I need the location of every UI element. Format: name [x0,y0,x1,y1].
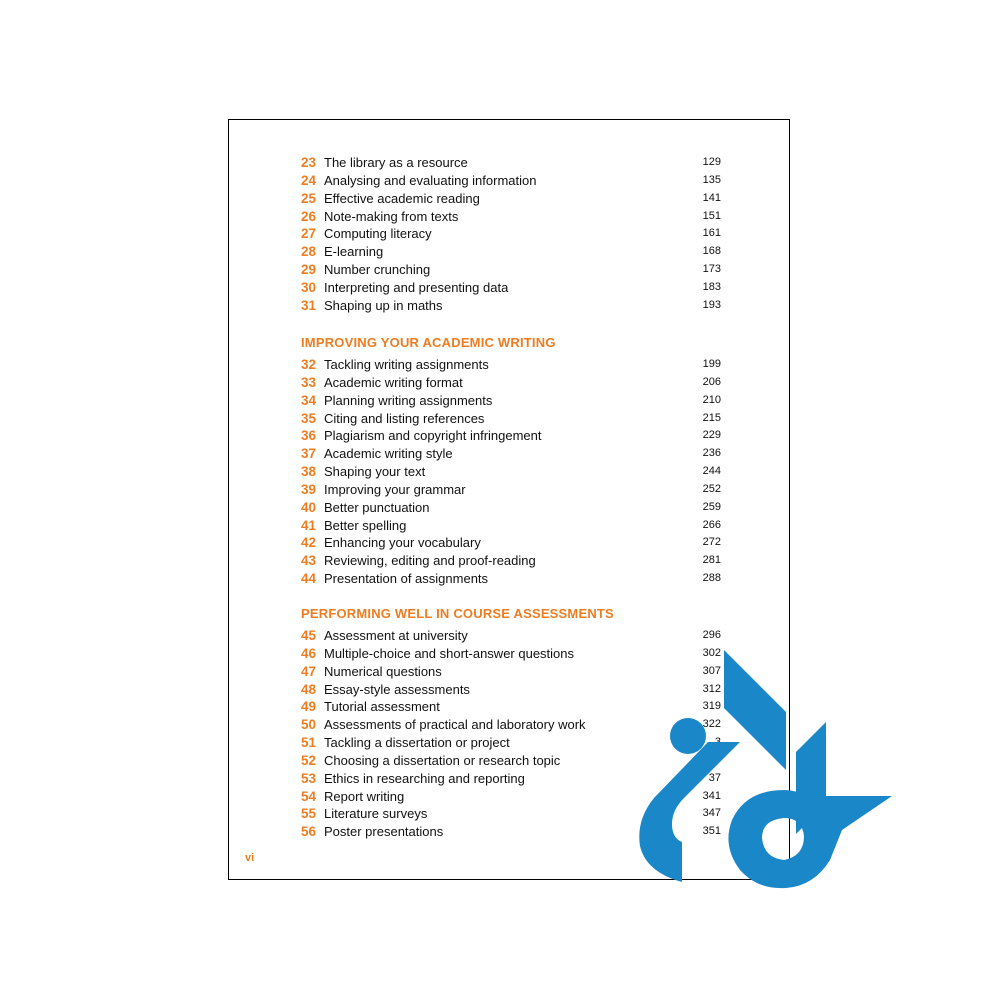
chapter-title: Assessments of practical and laboratory work [324,717,586,733]
chapter-number: 26 [301,208,317,224]
toc-entry [301,208,721,226]
chapter-page: 229 [702,429,721,442]
chapter-title: Better spelling [324,517,407,533]
toc-section-1 [301,154,721,315]
chapter-title: Literature surveys [324,806,428,822]
chapter-page: 266 [702,518,721,531]
chapter-title: Ethics in researching and reporting [324,770,525,786]
toc-entry [301,392,721,410]
chapter-page: 215 [702,411,721,424]
chapter-title: Essay-style assessments [324,681,470,697]
chapter-page: 272 [702,536,721,549]
chapter-page: 281 [702,554,721,567]
chapter-title: Academic writing style [324,446,453,462]
chapter-title: Academic writing format [324,374,463,390]
chapter-number: 47 [301,663,317,679]
chapter-page: 296 [702,629,721,641]
chapter-number: 55 [301,806,317,822]
toc-entry [301,172,721,190]
chapter-page: 151 [702,209,721,222]
chapter-title: Computing literacy [324,226,432,242]
chapter-page: 161 [702,227,721,240]
chapter-title: Shaping your text [324,464,426,480]
chapter-number: 50 [301,717,317,733]
toc-entry [301,427,721,445]
toc-entry [301,463,721,481]
chapter-page: 302 [702,646,721,659]
chapter-title: Report writing [324,788,405,804]
publisher-logo-icon [636,650,892,890]
chapter-number: 24 [301,172,317,188]
chapter-page: 307 [702,664,721,677]
toc-section-2 [301,356,721,588]
chapter-number: 41 [301,517,317,533]
chapter-number: 52 [301,752,317,768]
chapter-number: 40 [301,499,317,515]
chapter-page: 322 [702,718,721,731]
toc-entry [301,410,721,428]
chapter-title: Choosing a dissertation or research topic [324,752,561,768]
chapter-title: Citing and listing references [324,410,485,426]
toc-entry [301,552,721,570]
chapter-page: 341 [702,789,721,802]
toc-entry [301,570,721,588]
chapter-title: Assessment at university [324,628,468,643]
chapter-number: 30 [301,279,317,295]
toc-entry [301,627,721,645]
chapter-title: E-learning [324,244,384,260]
chapter-number: 46 [301,645,317,661]
chapter-page: 37 [708,771,721,784]
chapter-number: 49 [301,699,317,715]
toc-entry [301,356,721,374]
chapter-number: 32 [301,357,317,372]
chapter-page: 193 [702,298,721,311]
chapter-number: 36 [301,428,317,444]
chapter-page: 244 [702,465,721,478]
chapter-number: 29 [301,262,317,278]
chapter-title: Tackling a dissertation or project [324,735,510,751]
chapter-title: Enhancing your vocabulary [324,535,481,551]
chapter-number: 34 [301,392,317,408]
chapter-page: 199 [702,358,721,370]
chapter-number: 56 [301,824,317,840]
chapter-number: 31 [301,297,317,313]
toc-entry [301,279,721,297]
chapter-page: 129 [702,156,721,168]
chapter-number: 33 [301,374,317,390]
chapter-page: 312 [702,682,721,695]
chapter-title: Multiple-choice and short-answer questions [324,645,575,661]
chapter-page: 183 [702,280,721,293]
chapter-number: 42 [301,535,317,551]
chapter-number: 45 [301,628,317,643]
chapter-number: 27 [301,226,317,242]
chapter-title: Analysing and evaluating information [324,172,537,188]
chapter-number: 39 [301,481,317,497]
chapter-number: 44 [301,571,317,587]
section-heading-course-assessments: PERFORMING WELL IN COURSE ASSESSMENTS [301,606,614,621]
section-heading-academic-writing: IMPROVING YOUR ACADEMIC WRITING [301,335,556,350]
chapter-title: Plagiarism and copyright infringement [324,428,542,444]
chapter-number: 54 [301,788,317,804]
chapter-page: 319 [702,700,721,713]
chapter-title: Shaping up in maths [324,297,443,313]
chapter-title: Improving your grammar [324,481,466,497]
chapter-title: The library as a resource [324,155,468,170]
chapter-title: Reviewing, editing and proof-reading [324,553,536,569]
chapter-number: 37 [301,446,317,462]
chapter-number: 25 [301,190,317,206]
toc-entry [301,225,721,243]
chapter-page: 236 [702,447,721,460]
chapter-page: 259 [702,500,721,513]
toc-entry [301,297,721,315]
chapter-number: 51 [301,735,317,751]
toc-entry [301,154,721,172]
toc-entry [301,445,721,463]
chapter-title: Numerical questions [324,663,442,679]
chapter-number: 53 [301,770,317,786]
toc-entry [301,481,721,499]
chapter-page: 210 [702,393,721,406]
chapter-page: 141 [702,191,721,204]
chapter-title: Effective academic reading [324,190,480,206]
toc-entry [301,261,721,279]
chapter-title: Poster presentations [324,824,444,840]
toc-entry [301,243,721,261]
chapter-number: 43 [301,553,317,569]
chapter-page: 347 [702,807,721,820]
chapter-number: 48 [301,681,317,697]
chapter-page: 288 [702,572,721,585]
chapter-number: 23 [301,155,317,170]
toc-entry [301,517,721,535]
chapter-title: Tackling writing assignments [324,357,489,372]
chapter-number: 38 [301,464,317,480]
chapter-page: 173 [702,263,721,276]
page-number: vi [245,852,255,864]
chapter-page: 168 [702,245,721,258]
toc-entry [301,190,721,208]
chapter-title: Better punctuation [324,499,430,515]
chapter-title: Number crunching [324,262,431,278]
toc-entry [301,534,721,552]
chapter-page: 351 [702,825,721,838]
chapter-page: 206 [702,375,721,388]
chapter-number: 28 [301,244,317,260]
chapter-number: 35 [301,410,317,426]
chapter-page: 135 [702,173,721,186]
chapter-page: 252 [702,482,721,495]
chapter-title: Tutorial assessment [324,699,440,715]
toc-entry [301,499,721,517]
chapter-title: Presentation of assignments [324,571,489,587]
chapter-title: Planning writing assignments [324,392,493,408]
toc-entry [301,374,721,392]
chapter-title: Note-making from texts [324,208,459,224]
chapter-title: Interpreting and presenting data [324,279,509,295]
